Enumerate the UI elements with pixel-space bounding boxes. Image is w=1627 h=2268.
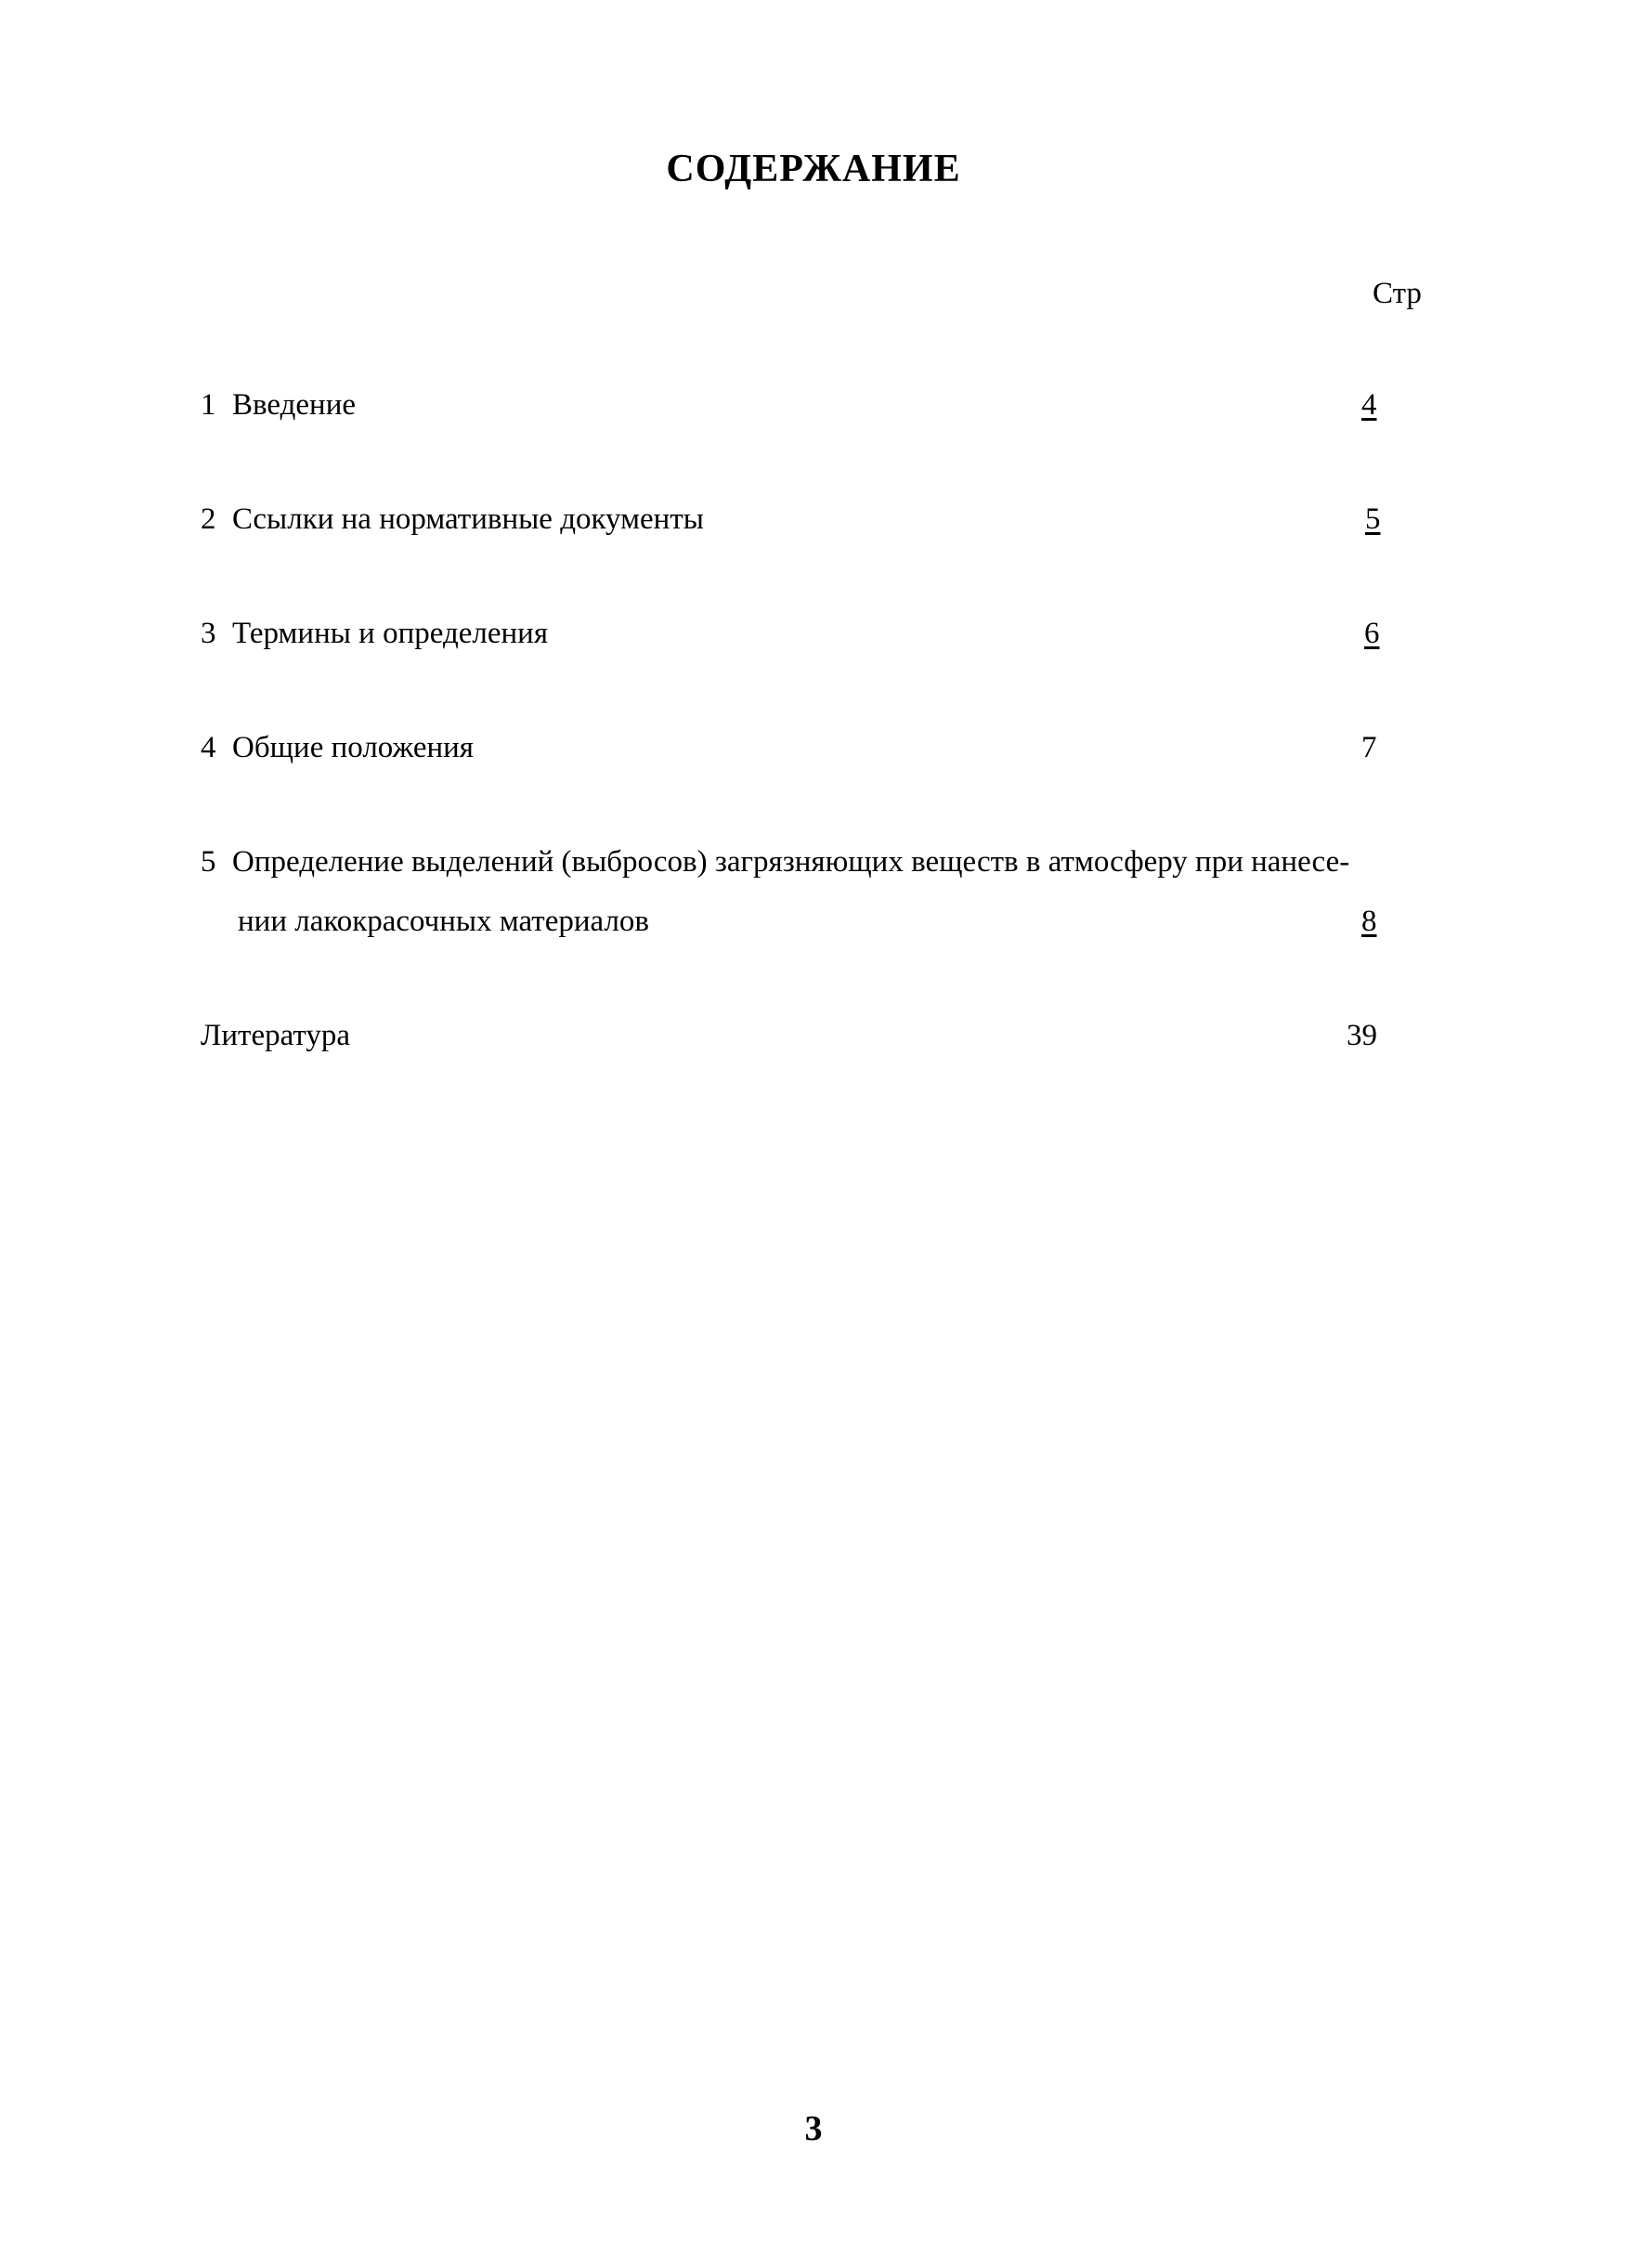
toc-item-number: 3 [201, 617, 216, 650]
toc-item-page: 5 [1365, 502, 1381, 536]
toc-item-title: Общие положения [232, 731, 474, 764]
toc-item-title: Термины и определения [232, 617, 549, 650]
page-title: СОДЕРЖАНИЕ [666, 148, 961, 190]
toc-item-title-continuation: нии лакокрасочных материалов [238, 905, 650, 938]
toc-item-number: 4 [201, 731, 216, 764]
toc-item-page: 7 [1361, 731, 1377, 764]
toc-item-number: 5 [201, 845, 216, 879]
toc-item-number: 2 [201, 502, 216, 536]
toc-literature-page: 39 [1347, 1019, 1377, 1052]
page-column-header: Стр [1373, 277, 1422, 310]
toc-item-page: 8 [1361, 905, 1377, 938]
toc-literature-title: Литература [201, 1019, 351, 1052]
toc-item-title: Ссылки на нормативные документы [232, 502, 704, 536]
toc-item-page: 6 [1364, 617, 1380, 650]
toc-item-title: Определение выделений (выбросов) загрязняющих веществ в атмосферу при нанесе- [232, 845, 1350, 879]
page-number: 3 [804, 2109, 823, 2148]
toc-item-page: 4 [1361, 388, 1377, 422]
toc-item-title: Введение [232, 388, 357, 422]
toc-item-number: 1 [201, 388, 216, 422]
